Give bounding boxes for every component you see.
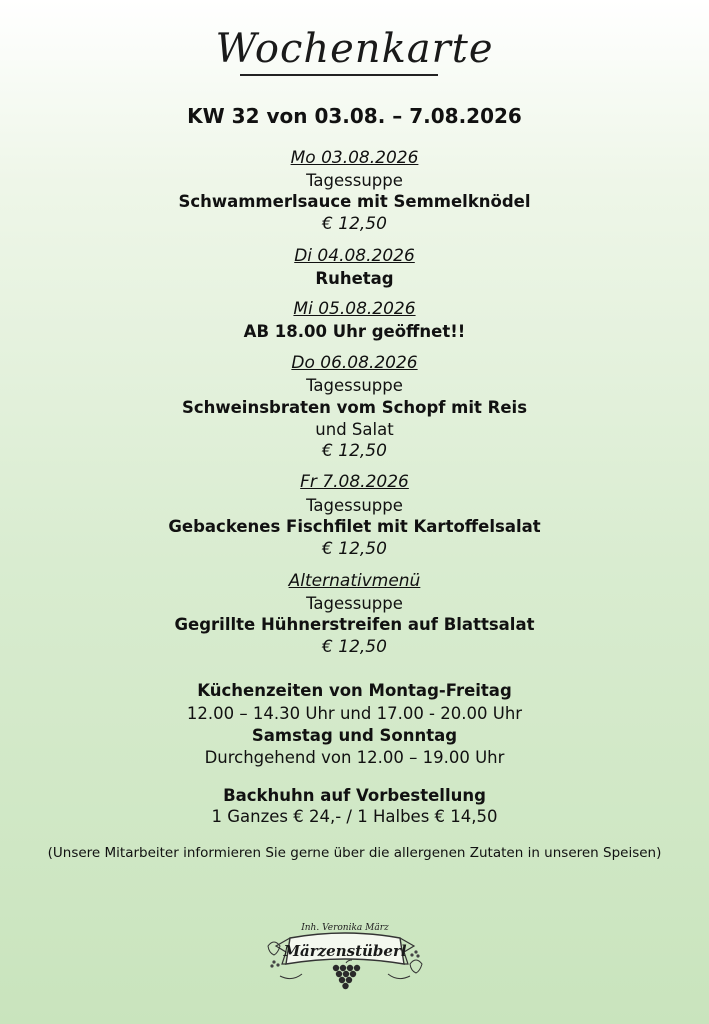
dish-thursday: Schweinsbraten vom Schopf mit Reis <box>181 398 528 417</box>
kitchen-hours-title: Küchenzeiten von Montag-Freitag <box>197 681 512 700</box>
allergen-note: (Unsere Mitarbeiter informieren Sie gerne über die allergenen Zutaten in unseren Speisen) <box>47 845 662 861</box>
chicken-prices: 1 Ganzes € 24,- / 1 Halbes € 14,50 <box>211 807 498 826</box>
dish-tuesday: Ruhetag <box>315 269 394 288</box>
dish-wednesday: AB 18.00 Uhr geöffnet!! <box>243 322 466 341</box>
soup-monday: Tagessuppe <box>306 171 403 190</box>
kitchen-hours-weekend: Durchgehend von 12.00 – 19.00 Uhr <box>204 748 505 767</box>
restaurant-logo <box>262 916 428 996</box>
price-friday: € 12,50 <box>322 539 387 559</box>
soup-friday: Tagessuppe <box>306 496 403 515</box>
day-date-friday: Fr 7.08.2026 <box>300 472 409 492</box>
dish-friday: Gebackenes Fischfilet mit Kartoffelsalat <box>168 517 541 536</box>
side-thursday: und Salat <box>315 420 394 439</box>
price-alternative: € 12,50 <box>322 637 387 657</box>
page-title: Wochenkarte <box>215 26 494 72</box>
logo-name-text: Märzenstüberl <box>283 942 407 960</box>
logo-owner-text: Inh. Veronika März <box>301 923 389 933</box>
dish-monday: Schwammerlsauce mit Semmelknödel <box>178 192 531 211</box>
weekend-title: Samstag und Sonntag <box>251 726 458 745</box>
kitchen-hours-weekday: 12.00 – 14.30 Uhr und 17.00 - 20.00 Uhr <box>186 704 523 723</box>
dish-alternative: Gegrillte Hühnerstreifen auf Blattsalat <box>174 615 535 634</box>
soup-alternative: Tagessuppe <box>306 594 403 613</box>
day-date-tuesday: Di 04.08.2026 <box>294 246 415 266</box>
price-monday: € 12,50 <box>322 214 387 234</box>
week-heading: KW 32 von 03.08. – 7.08.2026 <box>187 104 522 128</box>
day-date-wednesday: Mi 05.08.2026 <box>293 299 416 319</box>
title-underline <box>240 74 438 76</box>
price-thursday: € 12,50 <box>322 441 387 461</box>
chicken-title: Backhuhn auf Vorbestellung <box>223 786 486 805</box>
soup-thursday: Tagessuppe <box>306 376 403 395</box>
grape-icon <box>333 965 360 989</box>
alternative-label: Alternativmenü <box>288 571 421 591</box>
day-date-monday: Mo 03.08.2026 <box>290 148 419 168</box>
day-date-thursday: Do 06.08.2026 <box>291 353 418 373</box>
